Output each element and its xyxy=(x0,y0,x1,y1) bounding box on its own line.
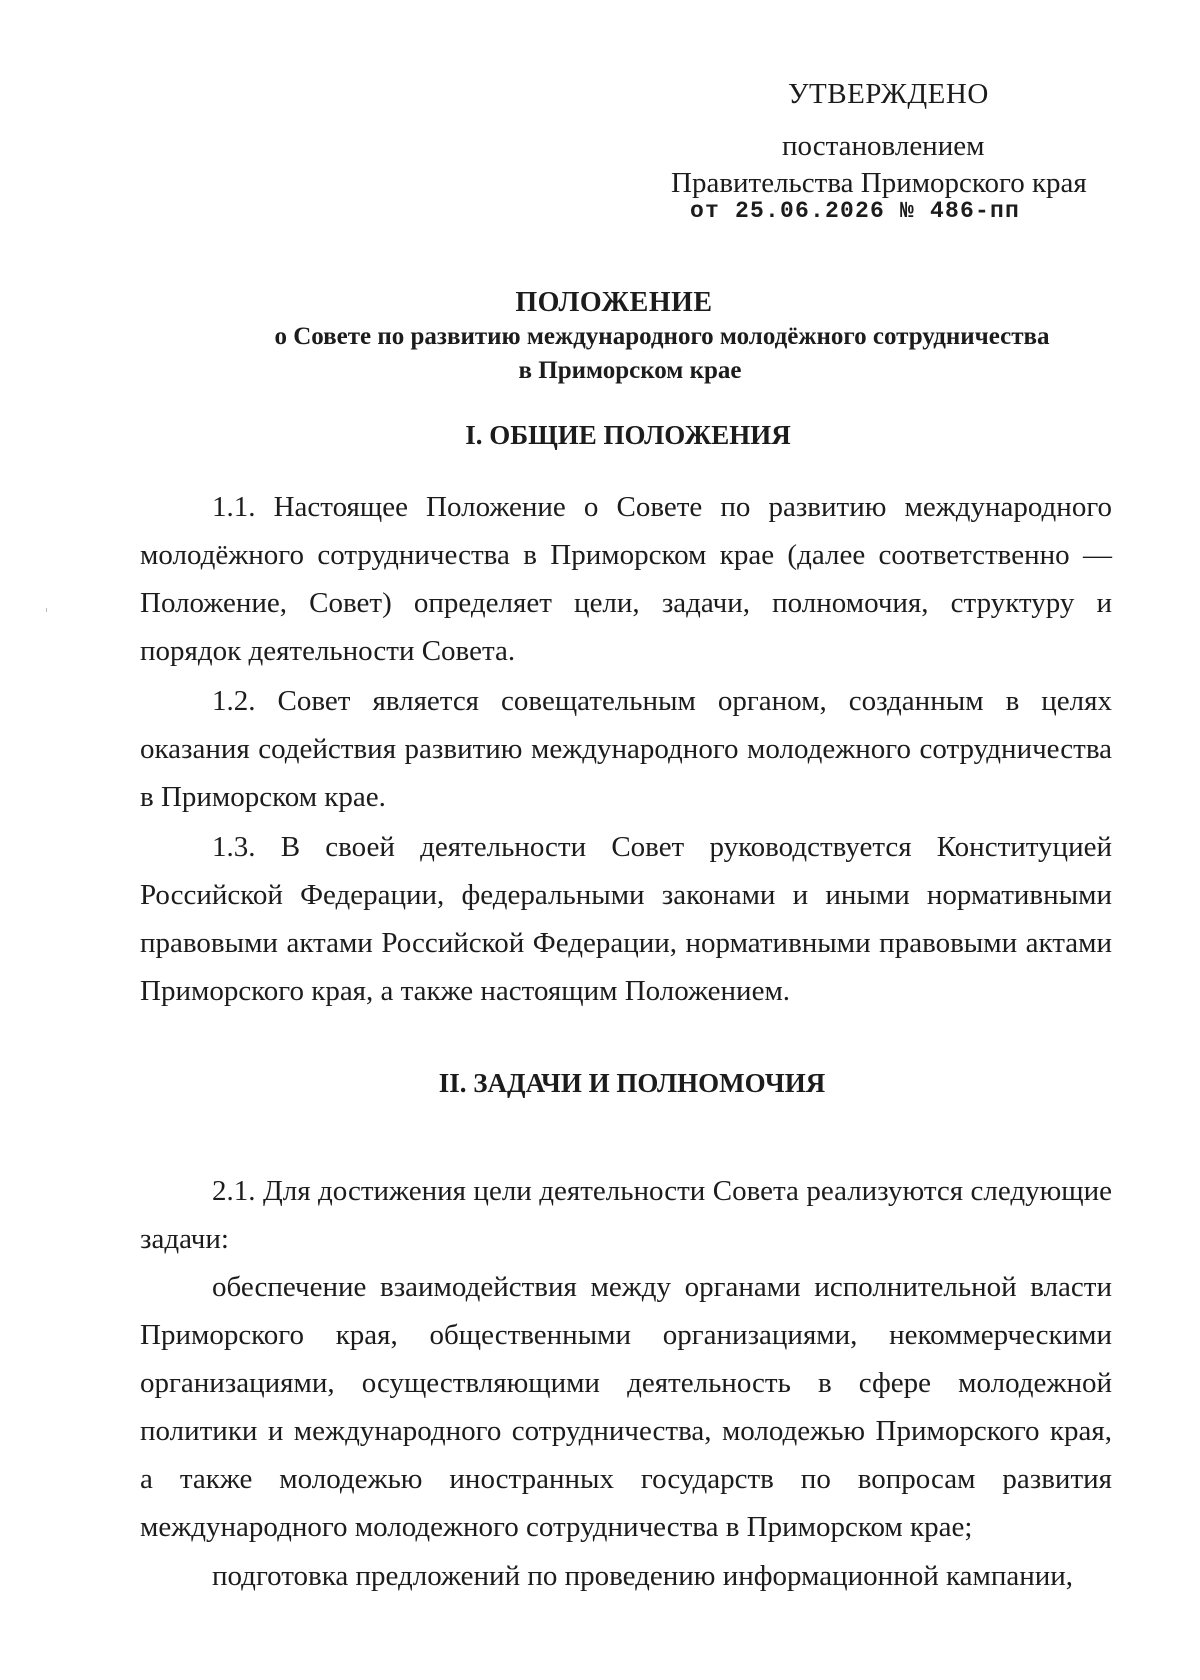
task-item-2: подготовка предложений по проведению информационной кампании, xyxy=(212,1560,1074,1592)
scan-artifact xyxy=(46,608,47,612)
approval-line-2: Правительства Приморского края xyxy=(671,167,1087,199)
task-item-1: обеспечение взаимодействия между органами исполнительной власти Приморского края, общественными организациями, некоммерческими организациями, осуществляющими деятельность в сфере молодежной политики и международного сотрудничества, молодежью Приморского края, а также молодежью иностранных государств по вопросам развития международного молодежного сотрудничества в Приморском крае; xyxy=(140,1271,1112,1543)
document-title: ПОЛОЖЕНИЕ xyxy=(515,287,713,318)
section-heading-1: I. ОБЩИЕ ПОЛОЖЕНИЯ xyxy=(465,420,791,450)
approval-line-1: постановлением xyxy=(782,130,985,162)
paragraph-1-3: 1.3. В своей деятельности Совет руководствуется Конституцией Российской Федерации, федеральными законами и иными нормативными правовыми актами Российской Федерации, нормативными правовыми актами Приморского края, а также настоящим Положением. xyxy=(140,831,1112,1007)
paragraph-1-1: 1.1. Настоящее Положение о Совете по развитию международного молодёжного сотрудничества в Приморском крае (далее соответственно — Положение, Совет) определяет цели, задачи, полномочия, структуру и порядок деятельности Совета. xyxy=(140,491,1112,667)
document-subtitle-line-1: о Совете по развитию международного молодёжного сотрудничества xyxy=(274,323,1050,350)
section-heading-2: II. ЗАДАЧИ И ПОЛНОМОЧИЯ xyxy=(438,1068,826,1098)
paragraph-2-1: 2.1. Для достижения цели деятельности Совета реализуются следующие задачи: xyxy=(140,1175,1112,1255)
approval-date-number: от 25.06.2026 № 486-пп xyxy=(690,198,1021,224)
paragraph-1-2: 1.2. Совет является совещательным органом, созданным в целях оказания содействия развитию международного молодежного сотрудничества в Приморском крае. xyxy=(140,685,1112,813)
approval-title: УТВЕРЖДЕНО xyxy=(788,78,989,110)
document-subtitle-line-2: в Приморском крае xyxy=(518,357,742,384)
